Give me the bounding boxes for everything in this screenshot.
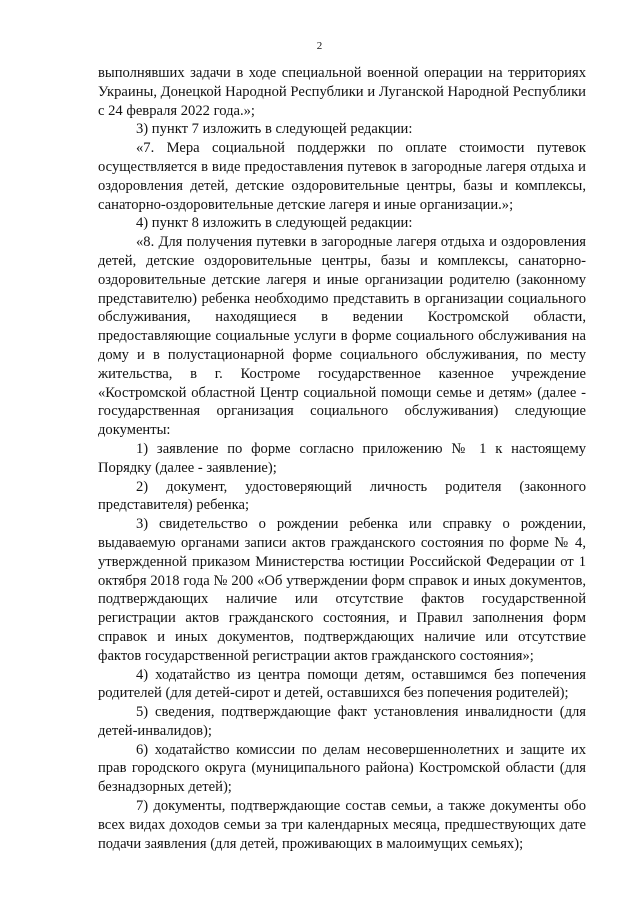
list-item: 1) заявление по форме согласно приложению № 1 к настоящему Порядку (далее - заявление);: [98, 440, 586, 476]
list-item: 4) ходатайство из центра помощи детям, оставшимся без попечения родителей (для детей-сирот и детей, оставшихся без попечения родителей);: [98, 666, 586, 702]
list-item: 5) сведения, подтверждающие факт установления инвалидности (для детей-инвалидов);: [98, 704, 586, 739]
page-number: 2: [316, 40, 323, 52]
list-item: 6) ходатайство комиссии по делам несовершеннолетних и защите их прав городского округа (муниципального района) Костромской области (для безнадзорных детей);: [98, 741, 586, 796]
paragraph: «7. Мера социальной поддержки по оплате стоимости путевок осуществляется в виде предоставления путевок в загородные лагеря отдыха и оздоровления детей, детские оздоровительные центры, базы и комплексы, санаторно-оздоровительные детские лагеря и иные организации.»;: [98, 140, 586, 213]
list-item: 7) документы, подтверждающие состав семьи, а также документы обо всех видах доходов семьи за три календарных месяца, предшествующих дате подачи заявления (для детей, проживающих в малоимущих семьях);: [98, 798, 586, 852]
paragraph: «8. Для получения путевки в загородные лагеря отдыха и оздоровления детей, детские оздоровительные центры, базы и комплексы, санаторно-оздоровительные детские лагеря и иные организации родителю (законному представителю) ребенка необходимо представить в организации социального обслуживания, находящиеся в ведении Костромской области, предоставляющие социальные услуги в форме социального обслуживания на дому и в полустационарной форме социального обслуживания, по месту жительства, в г. Костроме государственное казенное учреждение «Костромской областной Центр социальной помощи семье и детям» (далее - государственная организация социального обслуживания) следующие документы:: [98, 234, 586, 439]
paragraph: выполнявших задачи в ходе специальной военной операции на территориях Украины, Донецкой Народной Республики и Луганской Народной Республики с 24 февраля 2022 года.»;: [98, 65, 586, 119]
list-item: 2) документ, удостоверяющий личность родителя (законного представителя) ребенка;: [98, 478, 586, 514]
document-body: [98, 64, 586, 853]
list-item: 3) свидетельство о рождении ребенка или справку о рождении, выдаваемую органами записи актов гражданского состояния по форме № 4, утвержденной приказом Министерства юстиции Российской Федерации от 1 октября 2018 года № 200 «Об утверждении форм справок и иных документов, подтверждающих наличие или отсутствие фактов государственной регистрации актов гражданского состояния, и Правил заполнения форм справок и иных документов, подтверждающих наличие или отсутствие фактов государственной регистрации актов гражданского состояния»;: [98, 516, 586, 664]
paragraph: 4) пункт 8 изложить в следующей редакции:: [136, 215, 413, 232]
paragraph: 3) пункт 7 изложить в следующей редакции:: [136, 121, 413, 138]
